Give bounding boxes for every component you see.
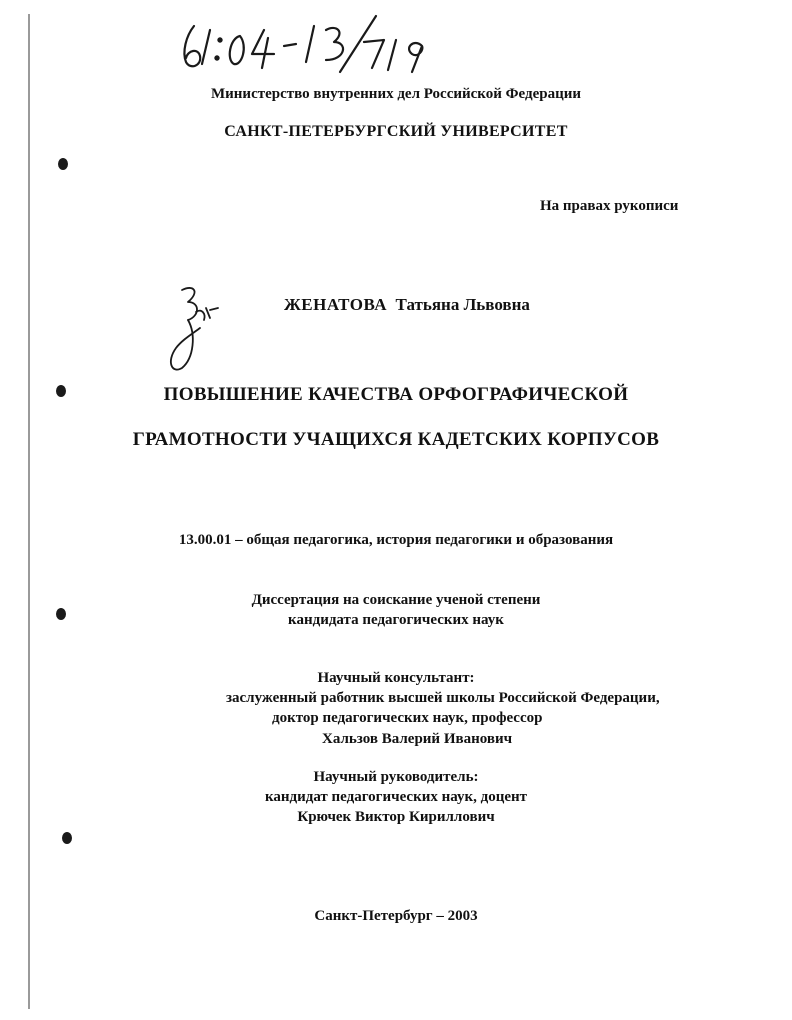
consultant-heading: Научный консультант:	[317, 670, 475, 686]
manuscript-rights-note: На правах рукописи	[540, 198, 679, 214]
supervisor-title: кандидат педагогических наук, доцент	[264, 789, 528, 805]
scan-edge-line	[28, 14, 30, 1009]
dissertation-title-line-2: ГРАМОТНОСТИ УЧАЩИХСЯ КАДЕТСКИХ КОРПУСОВ	[132, 429, 660, 450]
consultant-name: Хальзов Валерий Иванович	[322, 731, 513, 747]
supervisor-name: Крючек Виктор Кириллович	[297, 809, 495, 825]
punch-hole-icon	[62, 832, 72, 844]
author-surname: ЖЕНАТОВА	[284, 295, 388, 314]
supervisor-heading: Научный руководитель:	[313, 769, 479, 785]
ministry-name: Министерство внутренних дел Российской Федерации	[210, 86, 581, 102]
consultant-title-line-1: заслуженный работник высшей школы Российской Федерации,	[226, 690, 660, 706]
degree-line-1: Диссертация на соискание ученой степени	[251, 592, 541, 608]
university-name: САНКТ-ПЕТЕРБУРГСКИЙ УНИВЕРСИТЕТ	[224, 123, 568, 140]
consultant-title-line-2: доктор педагогических наук, профессор	[272, 710, 543, 726]
dissertation-title-line-1: ПОВЫШЕНИЕ КАЧЕСТВА ОРФОГРАФИЧЕСКОЙ	[163, 384, 629, 405]
author-name	[284, 295, 530, 315]
author-given-names: Татьяна Львовна	[395, 295, 530, 314]
punch-hole-icon	[58, 158, 68, 170]
place-and-year: Санкт-Петербург – 2003	[314, 908, 478, 924]
handwritten-archive-code	[180, 12, 460, 74]
specialty-code: 13.00.01 – общая педагогика, история педагогики и образования	[178, 532, 614, 548]
degree-line-2: кандидата педагогических наук	[288, 612, 504, 628]
signature-icon	[166, 282, 228, 374]
